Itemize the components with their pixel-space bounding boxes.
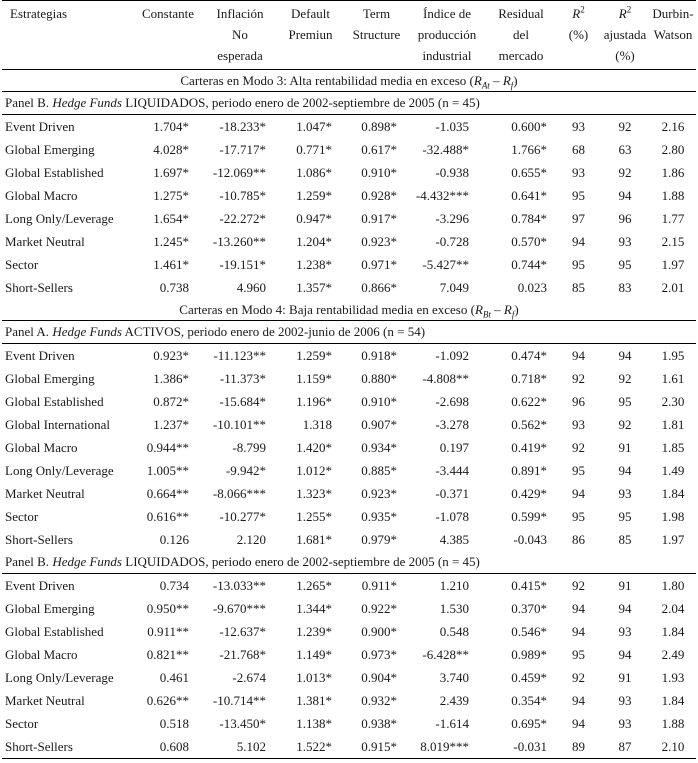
term-structure-cell: 0.928*: [361, 187, 397, 203]
strategy-name-cell: Short-Sellers: [2, 735, 133, 759]
default-premium-cell: 1.381*: [296, 692, 332, 708]
table-row: [2, 620, 696, 643]
r2-cell: 92: [572, 370, 585, 386]
r2-adjusted-cell: 95: [618, 256, 632, 272]
table-row: [2, 574, 696, 598]
r2-cell: 94: [572, 600, 585, 616]
durbin-watson-cell: 1.95: [661, 347, 685, 363]
market-residual-cell: 0.474*: [511, 347, 547, 363]
strategy-name-cell: Market Neutral: [5, 485, 85, 501]
strategy-name-cell: Global International: [5, 416, 111, 432]
durbin-watson-cell: 1.88: [661, 715, 685, 731]
default-premium-cell: 1.357*: [296, 279, 332, 295]
default-premium-cell: 1.255*: [296, 508, 332, 524]
term-structure-cell: 0.935*: [361, 508, 397, 524]
constant-cell: 1.654*: [153, 210, 189, 226]
panel-label: Panel B. Hedge Funds LIQUIDADOS, periodo enero de 2002-septiembre de 2005 (n = 45): [2, 551, 696, 574]
r2-cell: 94: [572, 623, 585, 639]
inflation-cell: -17.717*: [219, 141, 266, 157]
inflation-cell: -22.272*: [219, 210, 266, 226]
constant-cell: 0.616**: [146, 508, 189, 524]
table-row: [2, 689, 696, 712]
strategy-name-cell: Global Established: [5, 393, 104, 409]
market-residual-cell: 0.695*: [511, 715, 547, 731]
inflation-cell: -9.942*: [225, 462, 266, 478]
r2-cell: 92: [572, 577, 585, 593]
inflation-cell: -9.670***: [212, 600, 266, 616]
r2-cell: 93: [572, 416, 585, 432]
market-residual-cell: 0.562*: [511, 416, 547, 432]
r2-cell: 85: [572, 279, 585, 295]
durbin-watson-cell: 1.98: [661, 508, 685, 524]
section-caption-text: Carteras en Modo 3: Alta rentabilidad media en exceso $(R_{At} - R_f)$: [2, 70, 696, 92]
term-structure-cell: 0.907*: [361, 416, 397, 432]
durbin-watson-cell: 1.49: [661, 462, 685, 478]
market-residual-cell: 1.766*: [511, 141, 547, 157]
r2-cell: 97: [572, 210, 585, 226]
strategy-name-cell: Global Macro: [5, 439, 78, 455]
default-premium-cell: 0.771*: [296, 141, 332, 157]
r2-adjusted-cell: 95: [618, 393, 632, 409]
r2-cell: 68: [572, 141, 585, 157]
durbin-watson-cell: 2.04: [661, 600, 685, 616]
industrial-index-cell: -1.078: [435, 508, 469, 524]
market-residual-cell: 0.429*: [511, 485, 547, 501]
col-header-strategies: Estrategias: [2, 1, 133, 70]
industrial-index-cell: 0.197: [439, 439, 469, 455]
durbin-watson-cell: 2.80: [661, 141, 685, 157]
strategy-name-cell: Sector: [5, 256, 39, 272]
term-structure-cell: 0.617*: [361, 141, 397, 157]
term-structure-cell: 0.915*: [344, 735, 409, 759]
default-premium-cell: 1.259*: [296, 347, 332, 363]
default-premium-cell: 1.204*: [296, 233, 332, 249]
r2-adjusted-cell: 95: [618, 508, 632, 524]
durbin-watson-cell: 1.77: [661, 210, 685, 226]
market-residual-cell: 0.718*: [511, 370, 547, 386]
durbin-watson-cell: 1.81: [661, 416, 685, 432]
market-residual-cell: 0.744*: [511, 256, 547, 272]
strategy-name-cell: Global Emerging: [5, 141, 95, 157]
industrial-index-cell: 7.049: [439, 279, 469, 295]
r2-adjusted-cell: 93: [618, 692, 632, 708]
market-residual-cell: 0.622*: [511, 393, 547, 409]
default-premium-cell: 1.344*: [296, 600, 332, 616]
industrial-index-cell: -3.278: [435, 416, 469, 432]
col-header-durbin-watson: Durbin- Watson: [650, 1, 696, 70]
strategy-name-cell: Short-Sellers: [5, 531, 73, 547]
constant-cell: 0.734: [159, 577, 189, 593]
inflation-cell: -10.785*: [219, 187, 266, 203]
default-premium-cell: 1.522*: [277, 735, 344, 759]
table-body: [2, 70, 696, 759]
strategy-name-cell: Sector: [5, 715, 39, 731]
durbin-watson-cell: 1.88: [661, 187, 685, 203]
durbin-watson-cell: 2.15: [661, 233, 685, 249]
strategy-name-cell: Market Neutral: [5, 692, 85, 708]
inflation-cell: -21.768*: [219, 646, 266, 662]
constant-cell: 1.461*: [153, 256, 189, 272]
durbin-watson-cell: 2.16: [661, 118, 685, 134]
durbin-watson-cell: 1.86: [661, 164, 685, 180]
constant-cell: 0.944**: [146, 439, 189, 455]
default-premium-cell: 1.323*: [296, 485, 332, 501]
strategy-name-cell: Short-Sellers: [5, 279, 73, 295]
inflation-cell: -10.714**: [212, 692, 266, 708]
constant-cell: 1.386*: [153, 370, 189, 386]
col-header-market-residual: Residual del mercado: [485, 1, 557, 70]
r2-adjusted-cell: 94: [618, 462, 632, 478]
r2-adjusted-cell: 83: [618, 279, 632, 295]
market-residual-cell: 0.459*: [511, 669, 547, 685]
industrial-index-cell: 0.548: [439, 623, 469, 639]
panel-label-row: [2, 321, 696, 344]
table-row: [2, 643, 696, 666]
term-structure-cell: 0.934*: [361, 439, 397, 455]
term-structure-cell: 0.910*: [361, 164, 397, 180]
term-structure-cell: 0.979*: [361, 531, 397, 547]
industrial-index-cell: -1.614: [435, 715, 469, 731]
default-premium-cell: 1.259*: [296, 187, 332, 203]
table-row: [2, 597, 696, 620]
regression-results-table-page: [2, 0, 696, 759]
term-structure-cell: 0.866*: [361, 279, 397, 295]
strategy-name-cell: Event Driven: [5, 347, 75, 363]
col-header-r2-adjusted: $R^2$ ajustada (%): [600, 1, 650, 70]
term-structure-cell: 0.932*: [361, 692, 397, 708]
table-row: [2, 344, 696, 368]
market-residual-cell: 0.784*: [511, 210, 547, 226]
market-residual-cell: -0.031: [485, 735, 557, 759]
industrial-index-cell: -3.444: [435, 462, 469, 478]
default-premium-cell: 1.086*: [296, 164, 332, 180]
strategy-name-cell: Event Driven: [5, 577, 75, 593]
constant-cell: 0.126: [159, 531, 189, 547]
r2-adjusted-cell: 63: [618, 141, 632, 157]
constant-cell: 0.461: [159, 669, 189, 685]
strategy-name-cell: Global Established: [5, 623, 104, 639]
constant-cell: 0.911**: [147, 623, 189, 639]
constant-cell: 0.518: [159, 715, 189, 731]
table-row: [2, 459, 696, 482]
col-header-inflation: Inflación No esperada: [203, 1, 277, 70]
table-row: [2, 482, 696, 505]
industrial-index-cell: 2.439: [439, 692, 469, 708]
inflation-cell: -8.066***: [212, 485, 266, 501]
industrial-index-cell: 1.210: [439, 577, 469, 593]
strategy-name-cell: Long Only/Leverage: [5, 669, 114, 685]
constant-cell: 0.923*: [153, 347, 189, 363]
industrial-index-cell: -1.035: [435, 118, 469, 134]
strategy-name-cell: Global Emerging: [5, 600, 95, 616]
durbin-watson-cell: 1.80: [661, 577, 685, 593]
term-structure-cell: 0.911*: [361, 577, 397, 593]
col-header-industrial-index: Índice de producción industrial: [409, 1, 485, 70]
col-header-constant: Constante: [133, 1, 203, 70]
industrial-index-cell: 1.530: [439, 600, 469, 616]
inflation-cell: -12.069**: [212, 164, 266, 180]
r2-adjusted-cell: 93: [618, 233, 632, 249]
inflation-cell: -12.637*: [219, 623, 266, 639]
inflation-cell: -13.260**: [212, 233, 266, 249]
industrial-index-cell: 8.019***: [409, 735, 485, 759]
market-residual-cell: 0.599*: [511, 508, 547, 524]
industrial-index-cell: -6.428**: [422, 646, 469, 662]
strategy-name-cell: Sector: [5, 508, 39, 524]
strategy-name-cell: Global Macro: [5, 187, 78, 203]
r2-cell: 95: [572, 646, 585, 662]
market-residual-cell: 0.546*: [511, 623, 547, 639]
market-residual-cell: -0.043: [513, 531, 547, 547]
r2-adjusted-cell: 94: [618, 600, 632, 616]
r2-cell: 95: [572, 462, 585, 478]
default-premium-cell: 1.047*: [296, 118, 332, 134]
constant-cell: 4.028*: [153, 141, 189, 157]
strategy-name-cell: Event Driven: [5, 118, 75, 134]
constant-cell: 1.697*: [153, 164, 189, 180]
r2-adjusted-cell: 92: [618, 164, 632, 180]
term-structure-cell: 0.971*: [361, 256, 397, 272]
r2-cell: 94: [572, 715, 585, 731]
col-header-r2: $R^2$ (%): [557, 1, 600, 70]
term-structure-cell: 0.900*: [361, 623, 397, 639]
inflation-cell: -8.799: [232, 439, 266, 455]
market-residual-cell: 0.989*: [511, 646, 547, 662]
regression-table: [2, 0, 696, 759]
industrial-index-cell: -0.728: [435, 233, 469, 249]
inflation-cell: 2.120: [236, 531, 266, 547]
industrial-index-cell: -1.092: [435, 347, 469, 363]
constant-cell: 1.245*: [153, 233, 189, 249]
table-row: [2, 735, 696, 759]
constant-cell: 0.821**: [146, 646, 189, 662]
r2-adjusted-cell: 93: [618, 715, 632, 731]
constant-cell: 0.626**: [146, 692, 189, 708]
r2-adjusted-cell: 93: [618, 485, 632, 501]
market-residual-cell: 0.023: [517, 279, 547, 295]
industrial-index-cell: -5.427**: [422, 256, 469, 272]
r2-cell: 92: [572, 439, 585, 455]
table-row: [2, 505, 696, 528]
default-premium-cell: 1.318: [302, 416, 332, 432]
r2-cell: 86: [572, 531, 585, 547]
inflation-cell: -11.123**: [213, 347, 266, 363]
durbin-watson-cell: 1.84: [661, 485, 685, 501]
table-row: [2, 712, 696, 735]
strategy-name-cell: Long Only/Leverage: [5, 210, 114, 226]
table-row: [2, 528, 696, 551]
inflation-cell: -13.033**: [212, 577, 266, 593]
constant-cell: 1.005**: [146, 462, 189, 478]
default-premium-cell: 1.420*: [296, 439, 332, 455]
panel-label: Panel B. Hedge Funds LIQUIDADOS, periodo enero de 2002-septiembre de 2005 (n = 45): [2, 92, 696, 115]
r2-adjusted-cell: 85: [618, 531, 632, 547]
term-structure-cell: 0.938*: [361, 715, 397, 731]
default-premium-cell: 1.196*: [296, 393, 332, 409]
durbin-watson-cell: 1.93: [661, 669, 685, 685]
inflation-cell: -19.151*: [219, 256, 266, 272]
strategy-name-cell: Market Neutral: [5, 233, 85, 249]
r2-adjusted-cell: 87: [600, 735, 650, 759]
section-caption-text: Carteras en Modo 4: Baja rentabilidad media en exceso $(R_{Bt} - R_f)$: [2, 299, 696, 321]
term-structure-cell: 0.917*: [361, 210, 397, 226]
durbin-watson-cell: 1.61: [661, 370, 685, 386]
industrial-index-cell: -32.488*: [422, 141, 469, 157]
market-residual-cell: 0.570*: [511, 233, 547, 249]
market-residual-cell: 0.600*: [511, 118, 547, 134]
constant-cell: 1.275*: [153, 187, 189, 203]
r2-adjusted-cell: 94: [618, 646, 632, 662]
default-premium-cell: 1.681*: [296, 531, 332, 547]
inflation-cell: -2.674: [232, 669, 266, 685]
industrial-index-cell: -2.698: [435, 393, 469, 409]
r2-cell: 94: [572, 347, 585, 363]
constant-cell: 1.704*: [153, 118, 189, 134]
term-structure-cell: 0.880*: [361, 370, 397, 386]
term-structure-cell: 0.922*: [361, 600, 397, 616]
r2-cell: 95: [572, 187, 585, 203]
table-row: [2, 253, 696, 276]
table-row: [2, 276, 696, 299]
r2-adjusted-cell: 91: [618, 669, 632, 685]
constant-cell: 0.608: [133, 735, 203, 759]
inflation-cell: -15.684*: [219, 393, 266, 409]
inflation-cell: -18.233*: [219, 118, 266, 134]
default-premium-cell: 1.013*: [296, 669, 332, 685]
term-structure-cell: 0.898*: [361, 118, 397, 134]
term-structure-cell: 0.923*: [361, 233, 397, 249]
table-row: [2, 184, 696, 207]
table-row: [2, 413, 696, 436]
inflation-cell: 5.102: [203, 735, 277, 759]
default-premium-cell: 1.238*: [296, 256, 332, 272]
r2-cell: 93: [572, 164, 585, 180]
table-row: [2, 390, 696, 413]
panel-label: Panel A. Hedge Funds ACTIVOS, periodo enero de 2002-junio de 2006 (n = 54): [2, 321, 696, 344]
r2-cell: 95: [572, 508, 585, 524]
default-premium-cell: 1.149*: [296, 646, 332, 662]
durbin-watson-cell: 2.01: [661, 279, 685, 295]
strategy-name-cell: Global Emerging: [5, 370, 95, 386]
term-structure-cell: 0.918*: [361, 347, 397, 363]
table-row: [2, 115, 696, 139]
r2-adjusted-cell: 94: [618, 347, 632, 363]
col-header-term-structure: Term Structure: [344, 1, 409, 70]
market-residual-cell: 0.370*: [511, 600, 547, 616]
inflation-cell: -10.277*: [219, 508, 266, 524]
table-row: [2, 138, 696, 161]
constant-cell: 0.664**: [146, 485, 189, 501]
industrial-index-cell: 3.740: [439, 669, 469, 685]
default-premium-cell: 1.138*: [296, 715, 332, 731]
table-header: [2, 1, 696, 70]
constant-cell: 1.237*: [153, 416, 189, 432]
table-row: [2, 161, 696, 184]
durbin-watson-cell: 1.85: [661, 439, 685, 455]
industrial-index-cell: -4.808**: [422, 370, 469, 386]
table-row: [2, 207, 696, 230]
durbin-watson-cell: 1.97: [661, 531, 685, 547]
strategy-name-cell: Long Only/Leverage: [5, 462, 114, 478]
default-premium-cell: 1.239*: [296, 623, 332, 639]
durbin-watson-cell: 1.84: [661, 623, 685, 639]
r2-adjusted-cell: 91: [618, 577, 632, 593]
r2-cell: 96: [572, 393, 585, 409]
term-structure-cell: 0.885*: [361, 462, 397, 478]
industrial-index-cell: -3.296: [435, 210, 469, 226]
market-residual-cell: 0.419*: [511, 439, 547, 455]
strategy-name-cell: Global Macro: [5, 646, 78, 662]
durbin-watson-cell: 2.30: [661, 393, 685, 409]
r2-adjusted-cell: 92: [618, 370, 632, 386]
r2-cell: 93: [572, 118, 585, 134]
r2-adjusted-cell: 92: [618, 118, 632, 134]
r2-adjusted-cell: 96: [618, 210, 632, 226]
term-structure-cell: 0.904*: [361, 669, 397, 685]
market-residual-cell: 0.415*: [511, 577, 547, 593]
r2-adjusted-cell: 91: [618, 439, 632, 455]
r2-adjusted-cell: 92: [618, 416, 632, 432]
constant-cell: 0.950**: [146, 600, 189, 616]
market-residual-cell: 0.641*: [511, 187, 547, 203]
term-structure-cell: 0.910*: [361, 393, 397, 409]
default-premium-cell: 0.947*: [296, 210, 332, 226]
r2-cell: 95: [572, 256, 585, 272]
inflation-cell: -13.450*: [219, 715, 266, 731]
section-caption: [2, 299, 696, 321]
constant-cell: 0.738: [159, 279, 189, 295]
r2-cell: 94: [572, 233, 585, 249]
section-caption: [2, 70, 696, 92]
inflation-cell: 4.960: [236, 279, 266, 295]
r2-cell: 94: [572, 485, 585, 501]
r2-adjusted-cell: 94: [618, 187, 632, 203]
durbin-watson-cell: 2.10: [650, 735, 696, 759]
industrial-index-cell: -4.432***: [415, 187, 469, 203]
table-row: [2, 230, 696, 253]
industrial-index-cell: -0.371: [435, 485, 469, 501]
durbin-watson-cell: 2.49: [661, 646, 685, 662]
table-row: [2, 666, 696, 689]
r2-cell: 92: [572, 669, 585, 685]
constant-cell: 0.872*: [153, 393, 189, 409]
r2-cell: 94: [572, 692, 585, 708]
default-premium-cell: 1.012*: [296, 462, 332, 478]
term-structure-cell: 0.973*: [361, 646, 397, 662]
table-row: [2, 367, 696, 390]
industrial-index-cell: 4.385: [439, 531, 469, 547]
r2-cell: 89: [557, 735, 600, 759]
col-header-default-premium: Default Premiun: [277, 1, 344, 70]
default-premium-cell: 1.265*: [296, 577, 332, 593]
term-structure-cell: 0.923*: [361, 485, 397, 501]
industrial-index-cell: -0.938: [435, 164, 469, 180]
market-residual-cell: 0.891*: [511, 462, 547, 478]
default-premium-cell: 1.159*: [296, 370, 332, 386]
durbin-watson-cell: 1.84: [661, 692, 685, 708]
market-residual-cell: 0.655*: [511, 164, 547, 180]
inflation-cell: -11.373*: [219, 370, 266, 386]
panel-label-row: [2, 551, 696, 574]
market-residual-cell: 0.354*: [511, 692, 547, 708]
panel-label-row: [2, 92, 696, 115]
r2-adjusted-cell: 93: [618, 623, 632, 639]
table-row: [2, 436, 696, 459]
strategy-name-cell: Global Established: [5, 164, 104, 180]
inflation-cell: -10.101**: [212, 416, 266, 432]
durbin-watson-cell: 1.97: [661, 256, 685, 272]
